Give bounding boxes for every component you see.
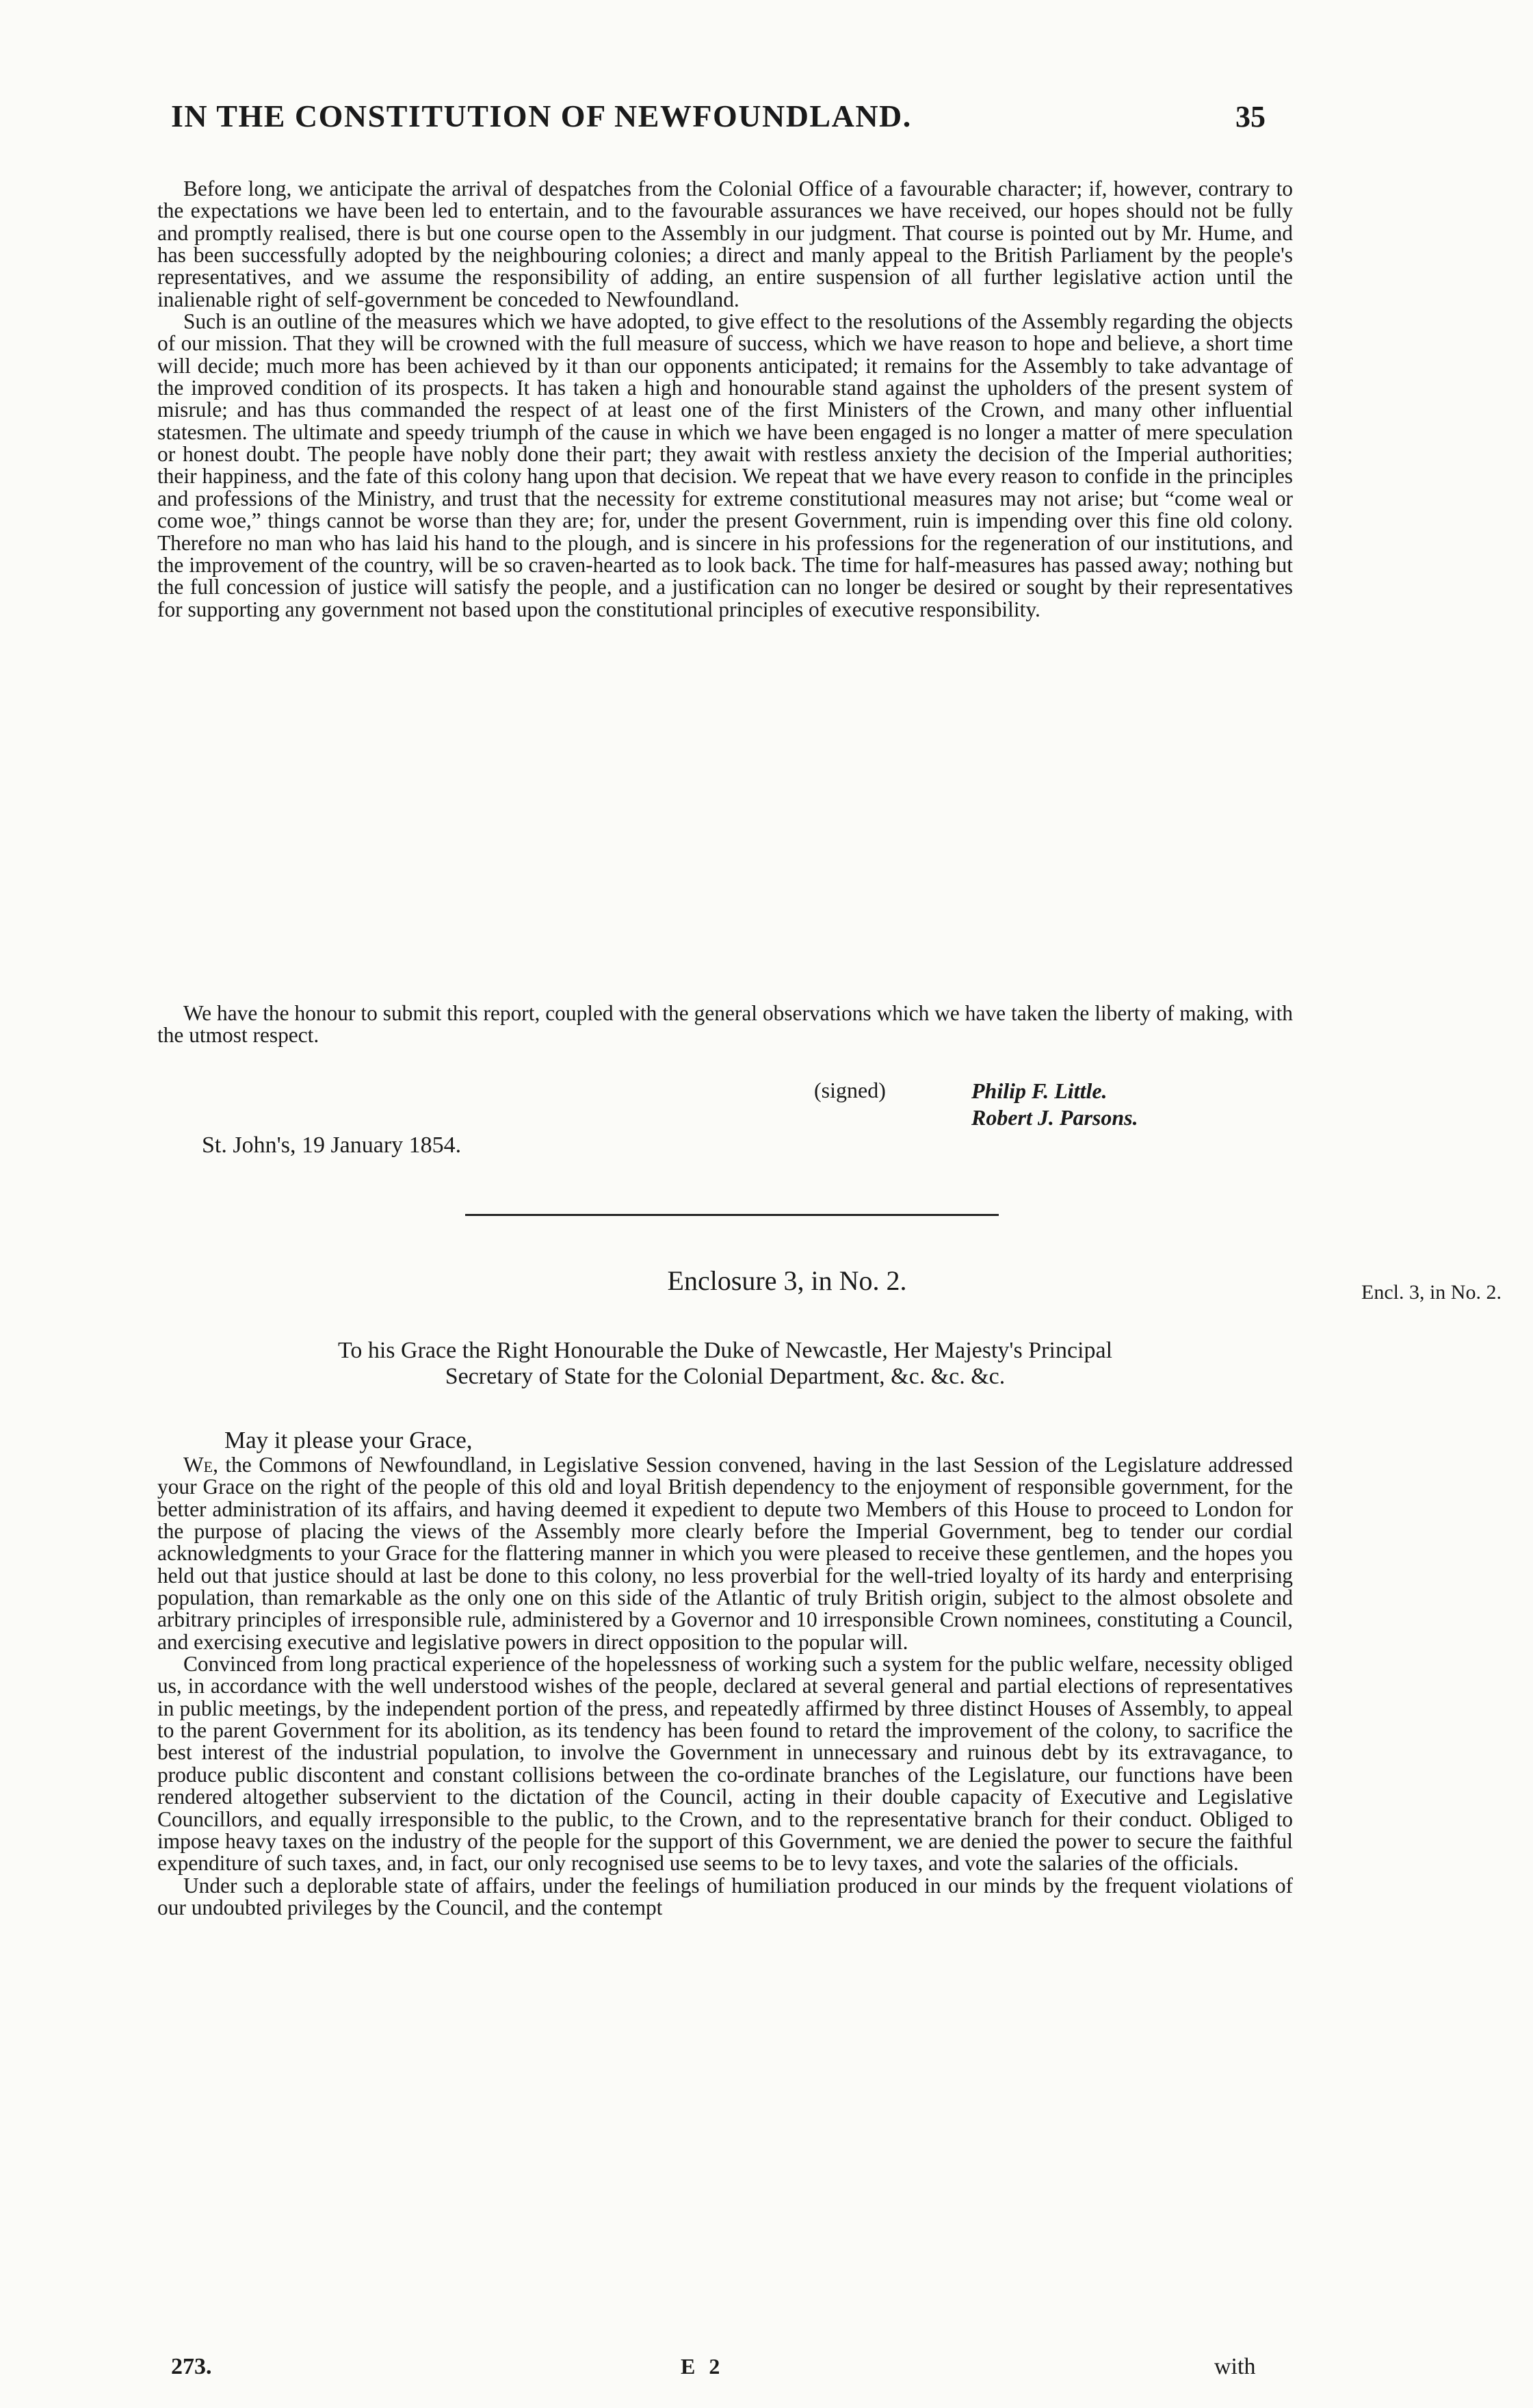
closing-body	[157, 1002, 1293, 1047]
report-paragraph-2: Such is an outline of the measures which we have adopted, to give effect to the resolutions of the Assembly regarding the objects of our mission. That they will be crowned with the full measure of success, which we have reason to hope and believe, a short time will decide; much more has been achieved by it than our opponents anticipated; it remains for the Assembly to take advantage of the improved condition of its prospects. It has taken a high and honourable stand against the upholders of the present system of misrule; and has thus commanded the respect of at least one of the first Ministers of the Crown, and many other influential statesmen. The ultimate and speedy triumph of the cause in which we have been engaged is no longer a matter of mere speculation or honest doubt. The people have nobly done their part; they await with restless anxiety the decision of the Imperial authorities; their happiness, and the fate of this colony hang upon that decision. We repeat that we have every reason to confide in the principles and professions of the Ministry, and trust that the necessity for extreme constitutional measures may not arise; but “come weal or come woe,” things cannot be worse than they are; for, under the present Government, ruin is impending over this fine old colony. Therefore no man who has laid his hand to the plough, and is sincere in his professions for the regeneration of our institutions, and the improvement of the country, will be so craven-hearted as to look back. The time for half-measures has passed away; nothing but the full concession of justice will satisfy the people, and a justification can no longer be desired or sought by their representatives for supporting any government not based upon the constitutional principles of executive responsibility.	[157, 309, 1293, 621]
enclosure-first-word: We,	[183, 1453, 218, 1477]
signatory-2: Robert J. Parsons.	[971, 1105, 1138, 1130]
enclosure-paragraph-1-text: the Commons of Newfoundland, in Legislative Session convened, having in the last Session of the Legislature addressed your Grace on the right of the people of this old and loyal British dependency to the enjoyment of responsible government, for the better administration of its affairs, and having deemed it expedient to depute two Members of this House to proceed to London for the purpose of placing the views of the Assembly more clearly before the Imperial Government, beg to tender our cordial acknowledgments to your Grace for the flattering manner in which you were pleased to receive these gentlemen, and the hopes you held out that justice should at last be done to this colony, no less proverbial for the well-tried loyalty of its hardy and enterprising population, than remarkable as the only one on this side of the Atlantic of truly British origin, subject to the almost obsolete and arbitrary principles of irresponsible rule, administered by a Governor and 10 irresponsible Crown nominees, constituting a Council, and exercising executive and legislative powers in direct opposition to the popular will.	[157, 1453, 1293, 1654]
enclosure-body	[157, 1454, 1293, 1919]
sheet-number: 273.	[171, 2354, 212, 2379]
salutation: May it please your Grace,	[224, 1427, 473, 1453]
enclosure-paragraph-2: Convinced from long practical experience of the hopelessness of working such a system for the public welfare, necessity obliged us, in accordance with the well understood wishes of the people, declared at several general and partial elections of representatives in public meetings, by the independent portion of the press, and repeatedly affirmed by three distinct Houses of Assembly, to appeal to the parent Government for its abolition, as its tendency has been found to retard the improvement of the colony, to sacrifice the best interest of the industrial population, to involve the Government in unnecessary and ruinous debt by its extravagance, to produce public discontent and constant collisions between the co-ordinate branches of the Legislature, our functions have been rendered altogether subservient to the dictation of the Council, acting in their double capacity of Executive and Legislative Councillors, and equally irresponsible to the public, to the Crown, and to the representative branch for their conduct. Obliged to impose heavy taxes on the industry of the people for the support of this Government, we are denied the power to secure the faithful expenditure of such taxes, and, in fact, our only recognised use seems to be to levy taxes, and vote the salaries of the officials.	[157, 1652, 1293, 1876]
margin-note: Encl. 3, in No. 2.	[1361, 1281, 1502, 1304]
signatory-1: Philip F. Little.	[971, 1078, 1108, 1103]
report-body	[157, 178, 1293, 621]
page-number: 35	[1235, 100, 1266, 133]
report-paragraph-1: Before long, we anticipate the arrival of despatches from the Colonial Office of a favourable character; if, however, contrary to the expectations we have been led to entertain, and to the favourable assurances we have received, our hopes should not be fully and promptly realised, there is but one course open to the Assembly in our judgment. That course is pointed out by Mr. Hume, and has been successfully adopted by the neighbouring colonies; a direct and manly appeal to the British Parliament by the people's representatives, and we assume the responsibility of adding, an entire suspension of all further legislative action until the inalienable right of self-government be conceded to Newfoundland.	[157, 177, 1293, 311]
signed-label: (signed)	[814, 1078, 886, 1102]
address-line-2: Secretary of State for the Colonial Department, &c. &c. &c.	[445, 1364, 1006, 1389]
enclosure-paragraph-3: Under such a deplorable state of affairs, under the feelings of humiliation produced in our minds by the frequent violations of our undoubted privileges by the Council, and the contempt	[157, 1873, 1293, 1919]
enclosure-heading-text: Enclosure 3, in No. 2.	[667, 1265, 907, 1296]
address-block	[185, 1338, 1266, 1390]
address-line-1: To his Grace the Right Honourable the Duke of Newcastle, Her Majesty's Principal	[337, 1338, 1113, 1363]
section-divider	[465, 1214, 999, 1216]
catchword: with	[1214, 2354, 1256, 2379]
running-title: IN THE CONSTITUTION OF NEWFOUNDLAND.	[171, 99, 912, 133]
place-date: St. John's, 19 January 1854.	[202, 1132, 462, 1158]
running-header	[171, 98, 1293, 134]
enclosure-paragraph-1	[157, 1454, 1293, 1653]
enclosure-heading	[0, 1265, 1533, 1297]
signatories	[971, 1078, 1138, 1131]
signature-mark: E 2	[681, 2354, 724, 2379]
report-paragraph-3: We have the honour to submit this report, coupled with the general observations which we have taken the liberty of making, with the utmost respect.	[157, 1001, 1293, 1048]
